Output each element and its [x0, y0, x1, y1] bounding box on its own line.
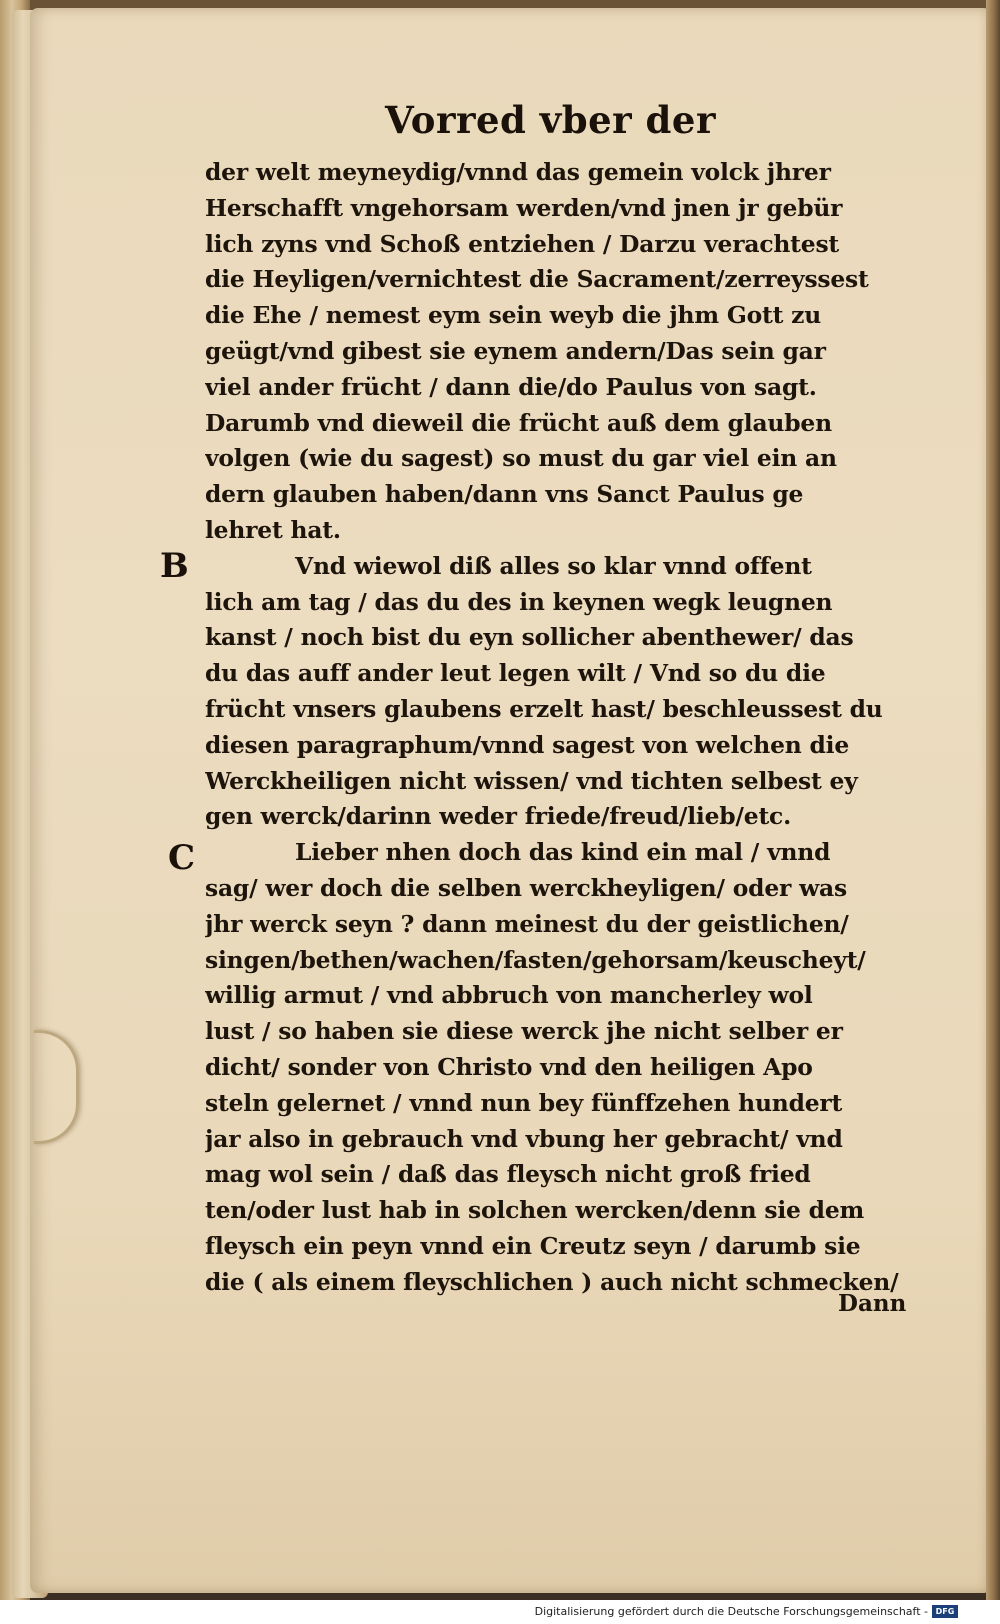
text-line: fleysch ein peyn vnnd ein Creutz seyn / darumb sie — [205, 1231, 861, 1260]
text-line: frücht vnsers glaubens erzelt hast/ beschleussest du — [205, 694, 883, 723]
text-line: lust / so haben sie diese werck jhe nicht selber er — [205, 1017, 843, 1046]
text-line: der welt meyneydig/vnnd das gemein volck jhrer — [205, 158, 831, 186]
text-line: die Heyligen/vernichtest die Sacrament/zerreyssest — [205, 265, 869, 294]
text-line: dern glauben haben/dann vns Sanct Paulus ge — [205, 480, 804, 509]
text-line: lehret hat. — [205, 515, 341, 544]
section-marker-c: C — [168, 838, 196, 878]
text-line: Darumb vnd dieweil die frücht auß dem glauben — [205, 408, 832, 437]
text-line: du das auff ander leut legen wilt / Vnd so du die — [205, 659, 826, 688]
text-line: jar also in gebrauch vnd vbung her gebracht/ vnd — [205, 1124, 843, 1153]
text-line: gen werck/darinn weder friede/freud/lieb/etc. — [205, 802, 792, 831]
text-line: sag/ wer doch die selben werckheyligen/ oder was — [205, 873, 847, 902]
text-line: diesen paragraphum/vnnd sagest von welchen die — [205, 730, 850, 759]
text-line: Herschafft vngehorsam werden/vnd jnen jr gebür — [205, 193, 843, 222]
text-line: dicht/ sonder von Christo vnd den heiligen Apo — [205, 1052, 813, 1081]
text-line: kanst / noch bist du eyn sollicher abenthewer/ das — [205, 623, 854, 652]
text-line: Vnd wiewol diß alles so klar vnnd offent — [295, 551, 812, 580]
funding-credit: Digitalisierung gefördert durch die Deutsche Forschungsgemeinschaft - — [534, 1605, 928, 1618]
text-line: geügt/vnd gibest sie eynem andern/Das sein gar — [205, 336, 826, 365]
text-line: die Ehe / nemest eym sein weyb die jhm Gott zu — [205, 301, 822, 330]
running-heading: Vorred vber der — [385, 98, 716, 142]
catchword: Dann — [838, 1290, 907, 1317]
text-line: willig armut / vnd abbruch von mancherley wol — [205, 981, 813, 1010]
text-line: mag wol sein / daß das fleysch nicht groß fried — [205, 1160, 811, 1189]
text-line: lich zyns vnd Schoß entziehen / Darzu verachtest — [205, 229, 840, 258]
text-line: volgen (wie du sagest) so must du gar viel ein an — [205, 444, 837, 473]
text-line: lich am tag / das du des in keynen wegk leugnen — [205, 587, 833, 616]
page-right-edge — [986, 0, 1000, 1600]
text-line: jhr werck seyn ? dann meinest du der geistlichen/ — [205, 909, 849, 938]
body-text — [205, 155, 915, 1301]
text-line: Lieber nhen doch das kind ein mal / vnnd — [295, 838, 831, 867]
dfg-logo: DFG — [932, 1605, 958, 1618]
section-marker-b: B — [160, 546, 189, 586]
text-line: singen/bethen/wachen/fasten/gehorsam/keuscheyt/ — [205, 945, 866, 974]
text-line: Werckheiligen nicht wissen/ vnd tichten selbest ey — [205, 766, 858, 795]
footer-bar — [0, 1600, 1000, 1624]
text-line: die ( als einem fleyschlichen ) auch nicht schmecken/ — [205, 1267, 899, 1296]
text-line: steln gelernet / vnnd nun bey fünffzehen hundert — [205, 1088, 843, 1117]
text-line: viel ander frücht / dann die/do Paulus von sagt. — [205, 372, 817, 401]
text-line: ten/oder lust hab in solchen wercken/denn sie dem — [205, 1196, 865, 1225]
